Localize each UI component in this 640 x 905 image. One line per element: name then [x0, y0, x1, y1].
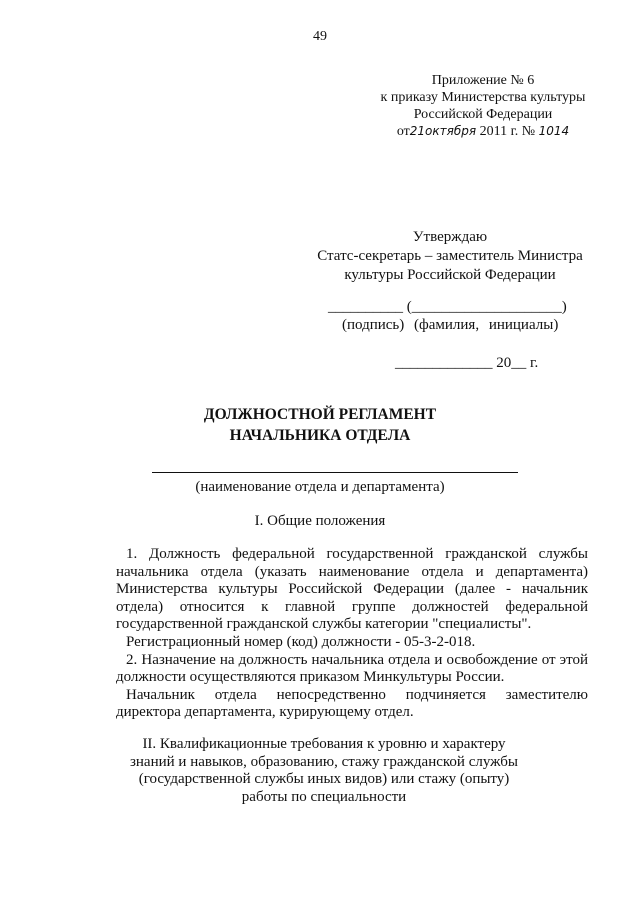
approval-line-2: Статс-секретарь – заместитель Министра [317, 248, 583, 264]
appendix-line-1: Приложение № 6 [431, 73, 535, 88]
signature-line: __________ (____________________) [328, 299, 567, 315]
appendix-date-line [378, 123, 588, 140]
approval-block [300, 228, 600, 285]
signature-caption: (подпись) (фамилия, инициалы) [342, 317, 559, 333]
approval-line-3: культуры Российской Федерации [344, 267, 556, 283]
appendix-date-prefix: от [396, 124, 410, 139]
handwritten-number: 1014 [538, 124, 570, 138]
appendix-block [378, 72, 588, 140]
title-line-2: НАЧАЛЬНИКА ОТДЕЛА [229, 427, 411, 444]
page-number: 49 [313, 29, 327, 44]
appendix-line-2: к приказу Министерства культуры [380, 90, 586, 105]
appendix-line-3: Российской Федерации [413, 107, 553, 122]
section-1-body [116, 546, 588, 722]
title-line-1: ДОЛЖНОСТНОЙ РЕГЛАМЕНТ [203, 406, 437, 423]
document-title [0, 404, 640, 446]
handwritten-date: 21октября [409, 124, 477, 138]
approval-date-line: _____________ 20__ г. [395, 355, 539, 371]
paragraph-subordination: Начальник отдела непосредственно подчиняется заместителю директора департамента, курирующему отдел. [116, 686, 588, 721]
approval-line-1: Утверждаю [412, 229, 488, 245]
department-blank-line [152, 472, 518, 473]
paragraph-registration: Регистрационный номер (код) должности - 05-3-2-018. [126, 633, 476, 650]
section-2-heading: II. Квалификационные требования к уровню и характеру знаний и навыков, образованию, стажу гражданской службы (государственной службы иных видов) или стажу (опыту) работы по специальности [129, 736, 519, 805]
department-caption: (наименование отдела и департамента) [195, 479, 445, 495]
paragraph-1: 1. Должность федеральной государственной гражданской службы начальника отдела (указать наименование отдела и департамента) Министерства культуры Российской Федерации (далее - начальник отдела) относится к главной группе должностей федеральной государственной гражданской службы категории "специалисты". [116, 546, 588, 633]
paragraph-2: 2. Назначение на должность начальника отдела и освобождение от этой должности осуществляются приказом Минкультуры России. [116, 651, 588, 686]
appendix-date-year: 2011 г. № [479, 124, 536, 139]
section-1-heading: I. Общие положения [254, 513, 386, 529]
